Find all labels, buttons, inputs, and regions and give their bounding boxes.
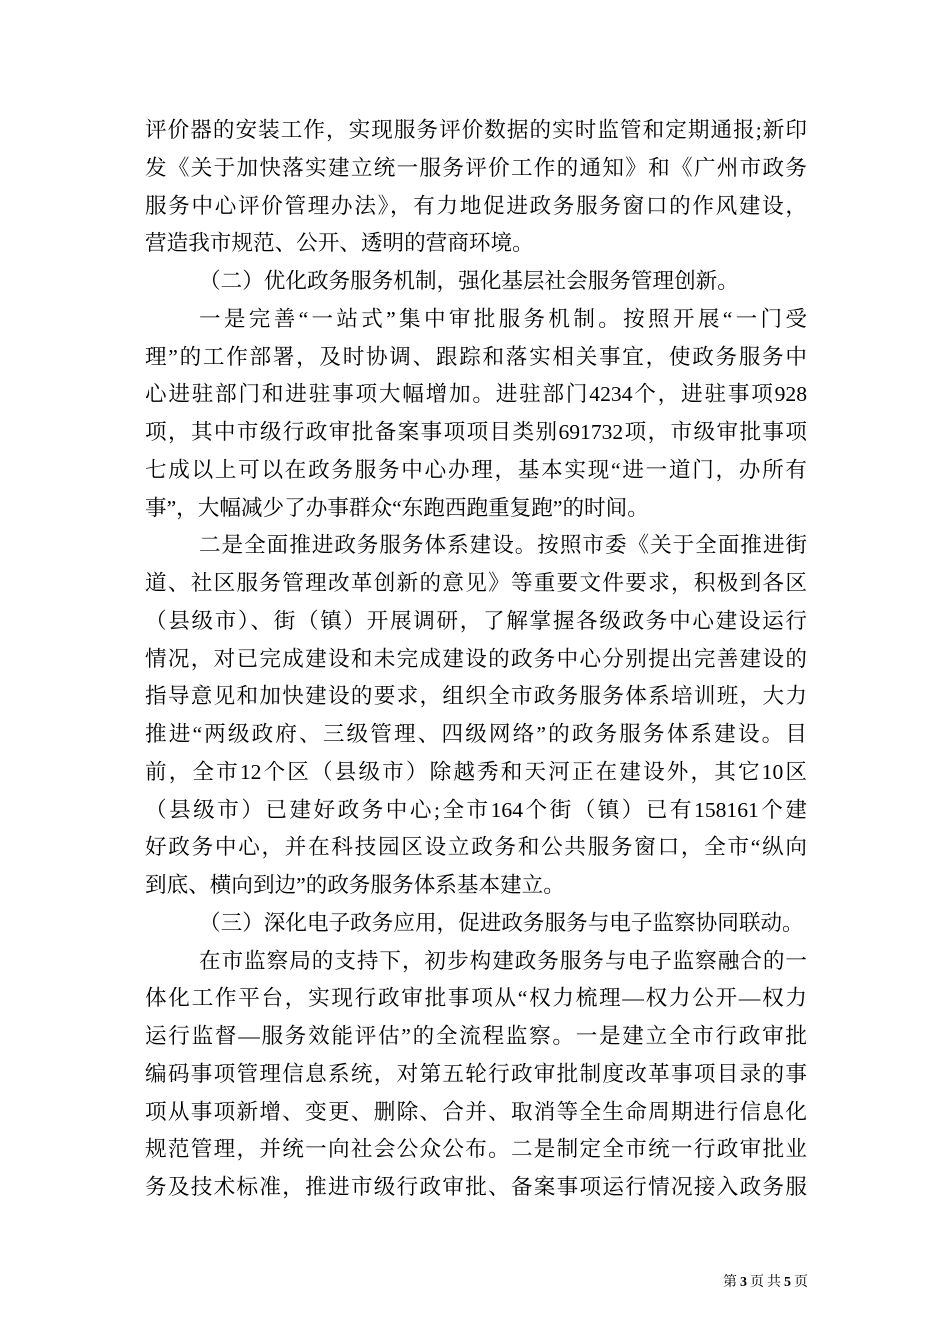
- footer-total-unit: 页: [794, 1275, 808, 1290]
- text-line: 服务中心评价管理办法》，有力地促进政务服务窗口的作风建设，: [145, 193, 807, 218]
- text-line: 理”的工作部署，及时协调、跟踪和落实相关事宜，使政务服务中: [145, 344, 807, 369]
- section-heading-3: [145, 905, 807, 943]
- text-line: 规范管理，并统一向社会公众公布。二是制定全市统一行政审批业: [145, 1137, 807, 1162]
- text-line: 在市监察局的支持下，初步构建政务服务与电子监察融合的一: [199, 948, 807, 973]
- text-line: 二是全面推进政务服务体系建设。按照市委《关于全面推进街: [199, 533, 807, 558]
- text-line: 发《关于加快落实建立统一服务评价工作的通知》和《广州市政务: [145, 155, 807, 180]
- paragraph-continued: [145, 112, 807, 263]
- text-line: 前，全市12个区（县级市）除越秀和天河正在建设外，其它10区: [145, 759, 807, 784]
- current-page-number: 3: [740, 1275, 747, 1290]
- text-line: 指导意见和加快建设的要求，组织全市政务服务体系培训班，大力: [145, 684, 807, 709]
- text-line: （县级市）已建好政务中心;全市164个街（镇）已有158161个建: [145, 797, 807, 822]
- text-line: 到底、横向到边”的政务服务体系基本建立。: [145, 873, 565, 897]
- text-line: 推进“两级政府、三级管理、四级网络”的政务服务体系建设。目: [145, 722, 807, 746]
- text-line: 务及技术标准，推进市级行政审批、备案事项运行情况接入政务服: [145, 1175, 807, 1199]
- text-line: 事”，大幅减少了办事群众“东跑西跑重复跑”的时间。: [145, 495, 649, 520]
- section-heading-2: [145, 263, 807, 301]
- footer-page-unit: 页: [750, 1275, 764, 1290]
- text-line: （县级市）、街（镇）开展调研，了解掌握各级政务中心建设运行: [145, 608, 807, 633]
- heading-line: （二）优化政务服务机制，强化基层社会服务管理创新。: [199, 269, 739, 293]
- text-line: 情况，对已完成建设和未完成建设的政务中心分别提出完善建设的: [145, 646, 807, 671]
- total-page-count: 5: [784, 1275, 791, 1290]
- text-line: 七成以上可以在政务服务中心办理，基本实现“进一道门，办所有: [145, 457, 807, 482]
- footer-prefix: 第: [723, 1275, 737, 1290]
- page-footer: [723, 1273, 808, 1293]
- paragraph-one-stop-service: [145, 301, 807, 528]
- text-line: 营造我市规范、公开、透明的营商环境。: [145, 231, 534, 256]
- text-line: 体化工作平台，实现行政审批事项从“权力梳理—权力公开—权力: [145, 986, 807, 1011]
- text-line: 道、社区服务管理改革创新的意见》等重要文件要求，积极到各区: [145, 571, 807, 595]
- text-line: 运行监督—服务效能评估”的全流程监察。一是建立全市行政审批: [145, 1024, 807, 1048]
- text-line: 好政务中心，并在科技园区设立政务和公共服务窗口，全市“纵向: [145, 835, 807, 860]
- text-line: 评价器的安装工作，实现服务评价数据的实时监管和定期通报;新印: [145, 118, 807, 142]
- text-line: 心进驻部门和进驻事项大幅增加。进驻部门4234个，进驻事项928: [145, 382, 807, 407]
- footer-total-prefix: 共: [767, 1275, 781, 1290]
- heading-line: （三）深化电子政务应用，促进政务服务与电子监察协同联动。: [199, 910, 804, 935]
- document-page-body: [145, 112, 807, 1207]
- text-line: 项从事项新增、变更、删除、合并、取消等全生命周期进行信息化: [145, 1099, 807, 1124]
- paragraph-service-system: [145, 527, 807, 905]
- text-line: 项，其中市级行政审批备案事项项目类别691732项，市级审批事项: [145, 420, 807, 444]
- text-line: 编码事项管理信息系统，对第五轮行政审批制度改革事项目录的事: [145, 1061, 807, 1086]
- paragraph-e-government: [145, 943, 807, 1207]
- text-line: 一是完善“一站式”集中审批服务机制。按照开展“一门受: [199, 306, 807, 331]
